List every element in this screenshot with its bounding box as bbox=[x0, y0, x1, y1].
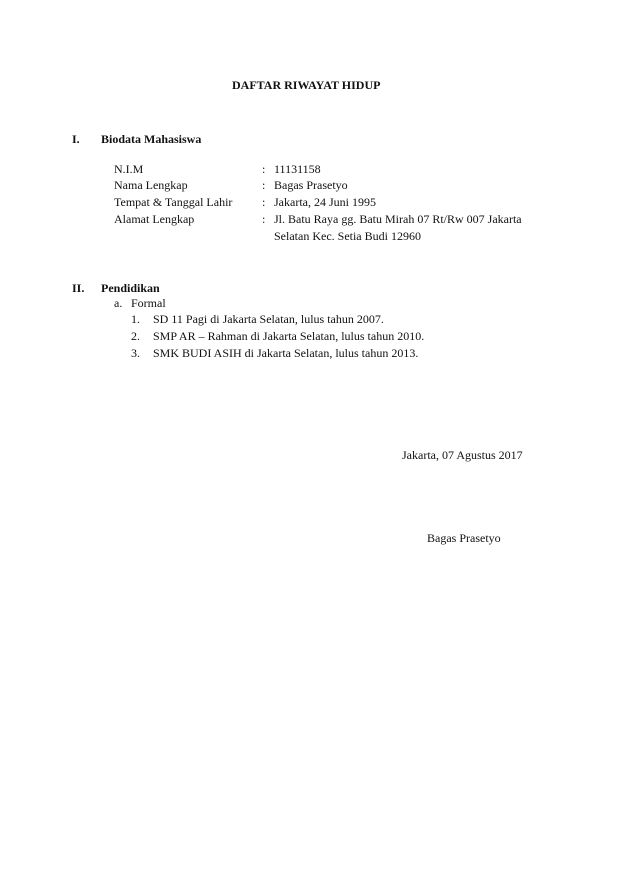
colon-nama-lengkap: : bbox=[262, 178, 266, 192]
label-alamat-lengkap: Alamat Lengkap bbox=[114, 212, 195, 226]
section-1-number: I. bbox=[72, 132, 80, 146]
subsection-marker: a. bbox=[114, 296, 123, 310]
value-nama-lengkap: Bagas Prasetyo bbox=[274, 178, 348, 192]
label-nim: N.I.M bbox=[114, 162, 144, 176]
subsection-heading: Formal bbox=[131, 296, 166, 310]
education-item-text: SMK BUDI ASIH di Jakarta Selatan, lulus tahun 2013. bbox=[153, 346, 419, 360]
education-item-number: 3. bbox=[131, 346, 140, 360]
signature-name: Bagas Prasetyo bbox=[427, 531, 501, 545]
colon-tempat-tanggal-lahir: : bbox=[262, 195, 266, 209]
value-alamat-lengkap-line2: Selatan Kec. Setia Budi 12960 bbox=[274, 229, 421, 243]
education-item-text: SMP AR – Rahman di Jakarta Selatan, lulus tahun 2010. bbox=[153, 329, 425, 343]
colon-alamat-lengkap: : bbox=[262, 212, 266, 226]
education-item-number: 2. bbox=[131, 329, 140, 343]
education-item-number: 1. bbox=[131, 312, 140, 326]
section-1-heading: Biodata Mahasiswa bbox=[101, 132, 202, 146]
education-item-text: SD 11 Pagi di Jakarta Selatan, lulus tahun 2007. bbox=[153, 312, 384, 326]
section-2-number: II. bbox=[72, 281, 85, 295]
section-2-heading: Pendidikan bbox=[101, 281, 160, 295]
value-nim: 11131158 bbox=[274, 162, 321, 176]
label-tempat-tanggal-lahir: Tempat & Tanggal Lahir bbox=[114, 195, 233, 209]
signature-place-date: Jakarta, 07 Agustus 2017 bbox=[402, 448, 523, 462]
value-tempat-tanggal-lahir: Jakarta, 24 Juni 1995 bbox=[274, 195, 376, 209]
document-title: DAFTAR RIWAYAT HIDUP bbox=[232, 78, 381, 92]
value-alamat-lengkap: Jl. Batu Raya gg. Batu Mirah 07 Rt/Rw 007 Jakarta bbox=[274, 212, 522, 226]
colon-nim: : bbox=[262, 162, 266, 176]
label-nama-lengkap: Nama Lengkap bbox=[114, 178, 188, 192]
